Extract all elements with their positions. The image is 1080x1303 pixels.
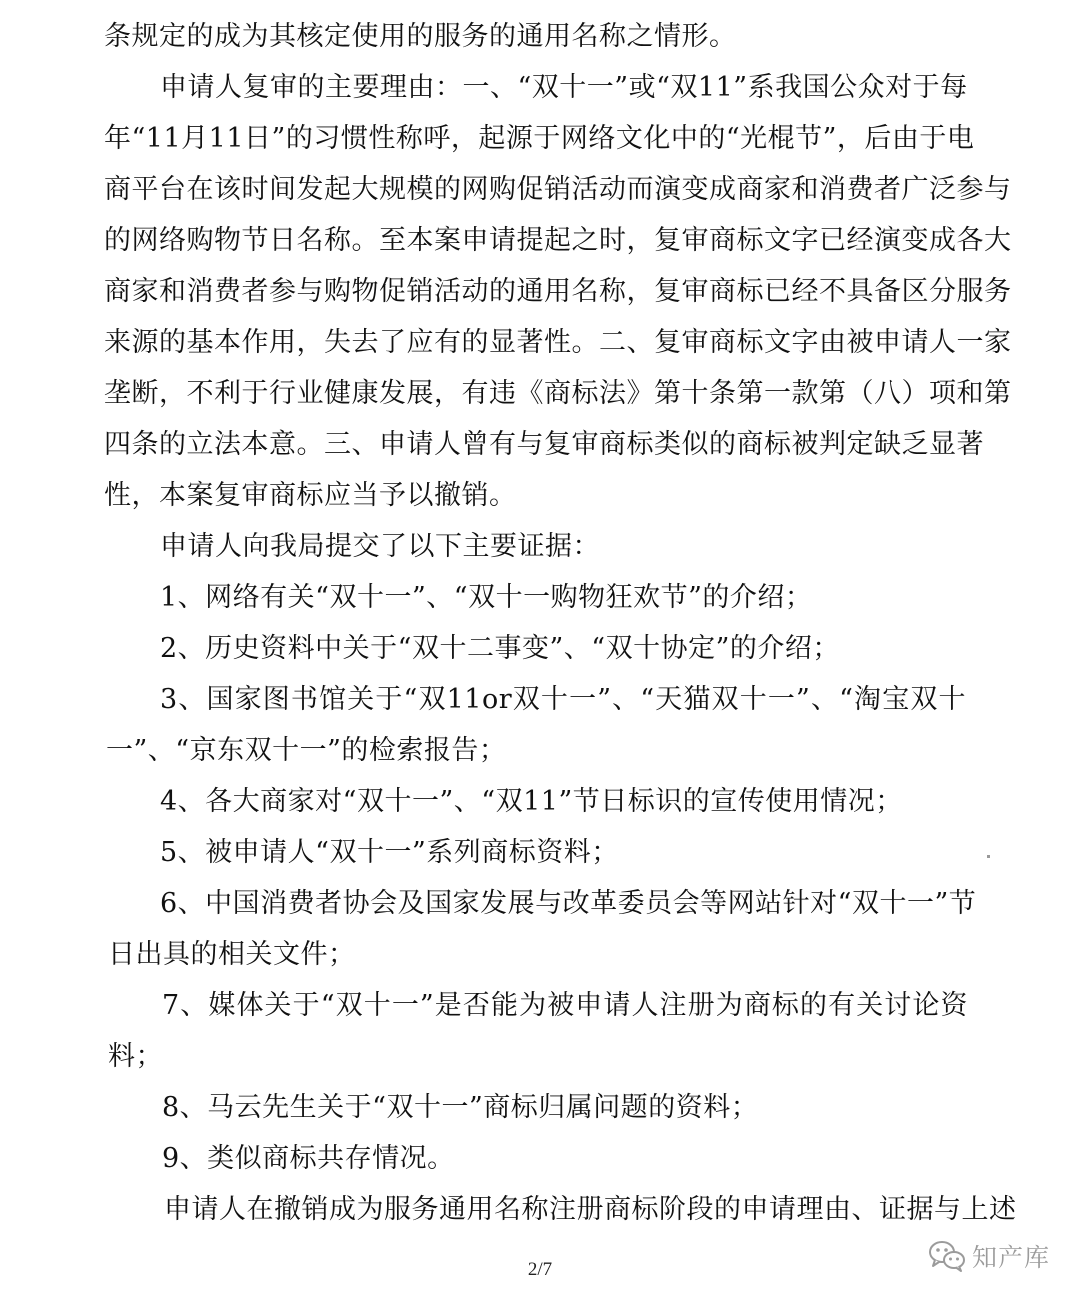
list-item: 9、类似商标共存情况。 — [162, 1143, 455, 1174]
text-line: 的网络购物节日名称。至本案申请提起之时，复审商标文字已经演变成各大 — [104, 225, 1012, 256]
list-item: 1、网络有关“双十一”、“双十一购物狂欢节”的介绍； — [160, 582, 813, 613]
text-line: 垄断，不利于行业健康发展，有违《商标法》第十条第一款第（八）项和第 — [104, 378, 1012, 409]
list-item: 7、媒体关于“双十一”是否能为被申请人注册为商标的有关讨论资 — [162, 990, 968, 1021]
text-line: 性，本案复审商标应当予以撤销。 — [104, 480, 517, 511]
list-item-continuation: 料； — [108, 1041, 163, 1072]
list-item-continuation: 日出具的相关文件； — [108, 939, 356, 970]
text-line: 四条的立法本意。三、申请人曾有与复审商标类似的商标被判定缺乏显著 — [104, 429, 984, 460]
text-line: 年“11月11日”的习惯性称呼，起源于网络文化中的“光棍节”，后由于电 — [104, 123, 975, 154]
text-line: 条规定的成为其核定使用的服务的通用名称之情形。 — [104, 21, 737, 52]
text-line: 申请人向我局提交了以下主要证据： — [160, 531, 600, 562]
list-item: 4、各大商家对“双十一”、“双11”节日标识的宣传使用情况； — [160, 786, 903, 817]
page-number: 2/7 — [527, 1259, 553, 1280]
text-line: 商家和消费者参与购物促销活动的通用名称，复审商标已经不具备区分服务 — [104, 276, 1012, 307]
watermark — [928, 1238, 1050, 1274]
list-item: 5、被申请人“双十一”系列商标资料； — [160, 837, 619, 868]
text-line: 来源的基本作用，失去了应有的显著性。二、复审商标文字由被申请人一家 — [104, 327, 1012, 358]
text-line: 商平台在该时间发起大规模的网购促销活动而演变成商家和消费者广泛参与 — [104, 174, 1012, 205]
list-item-continuation: 一”、“京东双十一”的检索报告； — [106, 735, 507, 766]
list-item: 3、国家图书馆关于“双11or双十一”、“天猫双十一”、“淘宝双十 — [160, 684, 966, 715]
text-line: 申请人在撤销成为服务通用名称注册商标阶段的申请理由、证据与上述 — [164, 1194, 1017, 1225]
list-item: 2、历史资料中关于“双十二事变”、“双十协定”的介绍； — [160, 633, 840, 664]
wechat-icon — [928, 1239, 966, 1273]
text-line: 申请人复审的主要理由：一、“双十一”或“双11”系我国公众对于每 — [160, 72, 968, 103]
scan-speck — [987, 855, 990, 858]
list-item: 6、中国消费者协会及国家发展与改革委员会等网站针对“双十一”节 — [160, 888, 977, 919]
list-item: 8、马云先生关于“双十一”商标归属问题的资料； — [162, 1092, 759, 1123]
watermark-text: 知产库 — [972, 1243, 1051, 1272]
